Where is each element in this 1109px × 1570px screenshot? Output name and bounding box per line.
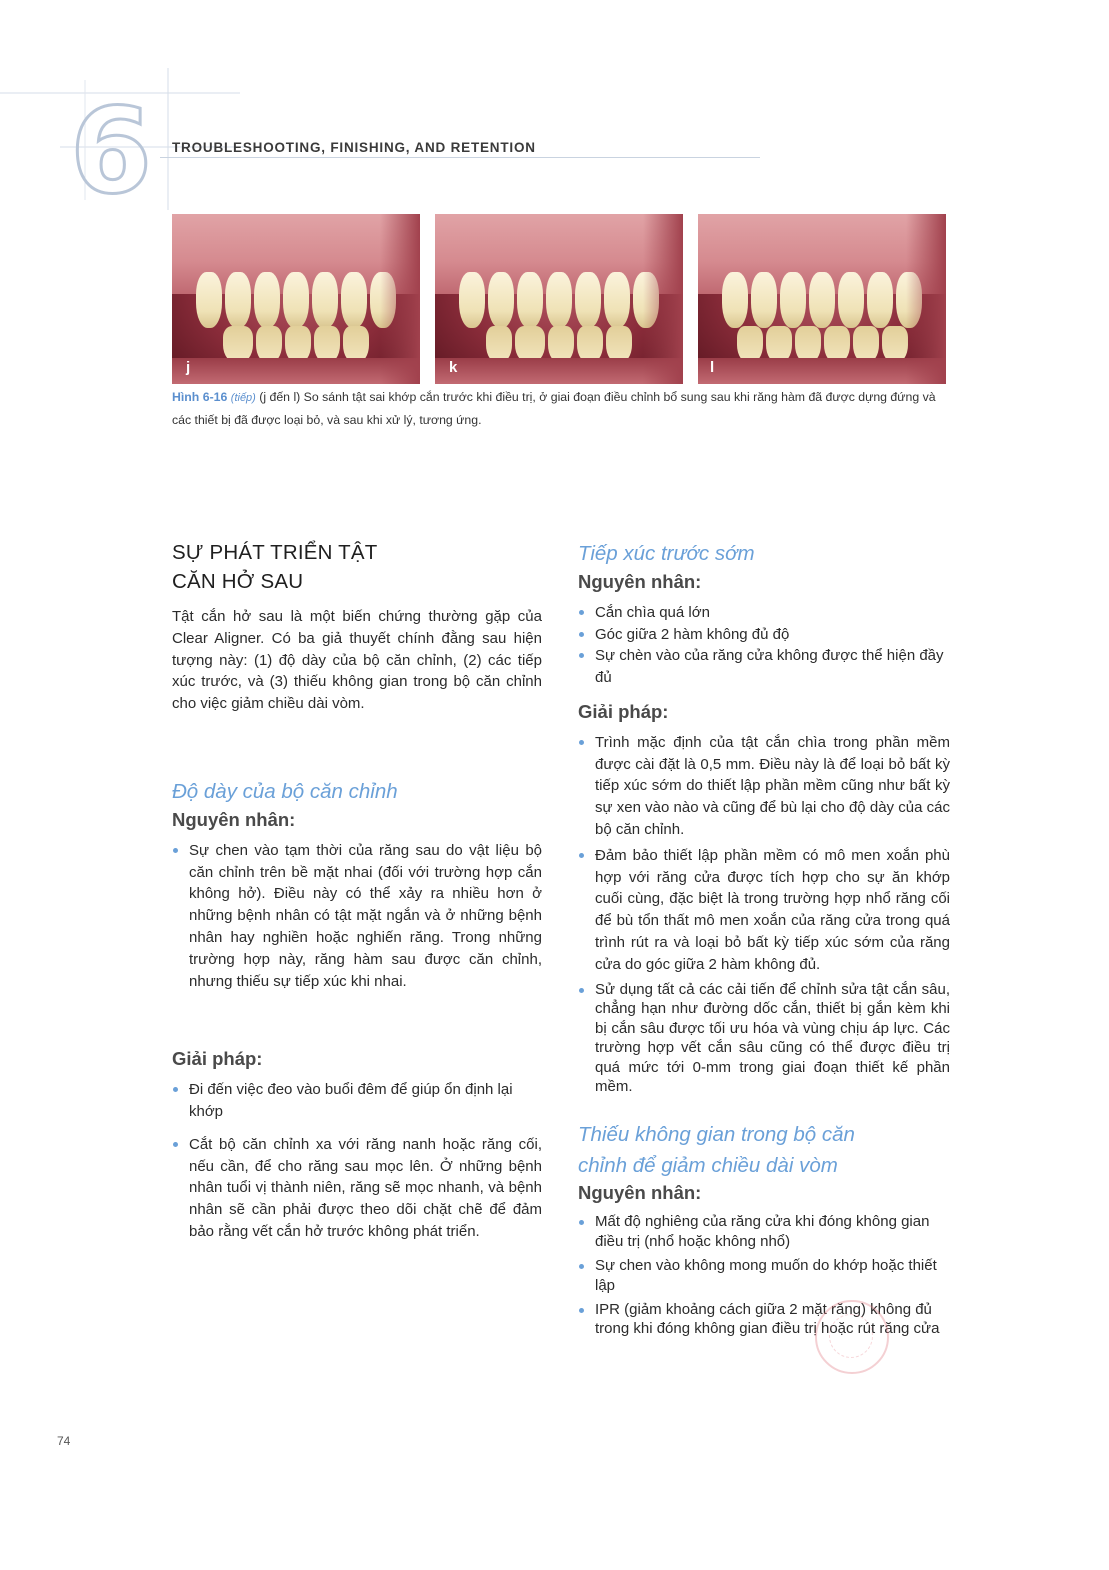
- solution-list: [172, 1079, 542, 1243]
- svg-text:6: 6: [70, 82, 153, 210]
- cause-list: [578, 602, 950, 689]
- solution-heading: Giải pháp:: [578, 700, 669, 722]
- left-column: [172, 538, 542, 1243]
- section-heading: SỰ PHÁT TRIỂN TẬT CĂN HỞ SAU: [172, 541, 378, 593]
- list-item: Trình mặc định của tật cắn chìa trong phần mềm được cài đặt là 0,5 mm. Điều này là để loại bỏ bất kỳ tiếp xúc sớm do thiết lập phần mềm cũng như bất kỳ sự xen vào nào và cũng để bù lại cho độ dày của các bộ căn chỉnh.: [578, 732, 950, 841]
- list-item: Góc giữa 2 hàm không đủ độ: [578, 624, 950, 646]
- list-item: Sự chèn vào của răng cửa không được thể hiện đầy đủ: [578, 645, 950, 689]
- intro-paragraph: Tật cắn hở sau là một biến chứng thường gặp của Clear Aligner. Có ba giả thuyết chính đằng sau hiện tượng này: (1) độ dày của bộ căn chỉnh, (2) các tiếp xúc trước, và (3) thiếu không gian trong bộ căn chỉnh cho việc giảm chiều dài vòm.: [172, 608, 542, 713]
- panel-label: k: [449, 359, 458, 376]
- subsection-heading-space: Thiếu không gian trong bộ căn chỉnh để giảm chiều dài vòm: [578, 1122, 855, 1177]
- panel-label: j: [186, 359, 191, 376]
- faint-stamp-mark: [815, 1300, 889, 1374]
- list-item: Mất độ nghiêng của răng cửa khi đóng không gian điều trị (nhổ hoặc không nhổ): [578, 1212, 950, 1252]
- panel-label: l: [710, 359, 715, 376]
- cause-list: [172, 840, 542, 993]
- solution-heading: Giải pháp:: [172, 1048, 263, 1070]
- figure-caption: [172, 386, 942, 431]
- list-item: Sự chen vào không mong muốn do khớp hoặc thiết lập: [578, 1256, 950, 1296]
- subsection-heading-early-contact: Tiếp xúc trước sớm: [578, 542, 755, 565]
- chapter-number-graphic: [0, 60, 260, 210]
- figure-number: Hình 6-16: [172, 390, 228, 404]
- figure-caption-text: (j đến l) So sánh tật sai khớp cắn trước khi điều trị, ở giai đoạn điều chỉnh bổ sung sau khi răng hàm đã được dựng đứng và các thiết bị đã được loại bỏ, và sau khi xử lý, tương ứng.: [172, 390, 936, 427]
- list-item: Đảm bảo thiết lập phần mềm có mô men xoắn phù hợp với răng cửa được tích hợp cho sự ăn khớp cuối cùng, đặc biệt là trong trường hợp nhổ răng cối để bù tổn thất mô men xoắn của răng cửa trong quá trình rút ra và loại bỏ bất kỳ tiếp xúc sớm của răng cửa do góc giữa 2 hàm không đủ.: [578, 845, 950, 976]
- subsection-heading-thickness: Độ dày của bộ căn chỉnh: [172, 779, 398, 803]
- list-item: Sử dụng tất cả các cải tiến để chỉnh sửa tật cắn sâu, chẳng hạn như đường dốc cắn, thiết bị gắn kèm khi bị cắn sâu được tối ưu hóa và vùng chịu áp lực. Các trường hợp vết cắn sâu cũng có thể được điều trị quá mức tới 0-mm trong giai đoạn thiết kế phần mềm.: [578, 980, 950, 1097]
- list-item: Sự chen vào tạm thời của răng sau do vật liệu bộ căn chỉnh trên bề mặt nhai (đối với trường hợp cắn không hở). Điều này có thể xảy ra nhiều hơn ở những bệnh nhân có tật mặt ngắn và ở những bệnh nhân hay nghiền hoặc nghiến răng. Trong những trường hợp này, răng hàm sau được căn chỉnh, nhưng thiếu sự tiếp xúc khi nhai.: [172, 840, 542, 993]
- cause-heading: Nguyên nhân:: [172, 808, 296, 830]
- header-rule: [160, 157, 760, 158]
- list-item: IPR (giảm khoảng cách giữa 2 mặt răng) không đủ trong khi đóng không gian điều trị hoặc rút răng cửa: [578, 1300, 950, 1340]
- figure-panel-l: [698, 214, 946, 384]
- page-number: 74: [57, 1434, 71, 1448]
- figure-panel-k: [435, 214, 683, 384]
- solution-list: [578, 732, 950, 1097]
- list-item: Cắn chìa quá lớn: [578, 602, 950, 624]
- cause-list: [578, 1212, 950, 1339]
- chapter-title: TROUBLESHOOTING, FINISHING, AND RETENTION: [172, 140, 536, 155]
- figure-continued: (tiếp): [230, 392, 256, 404]
- cause-heading: Nguyên nhân:: [578, 571, 702, 592]
- figure-panel-j: [172, 214, 420, 384]
- right-column: [578, 538, 950, 1339]
- cause-heading: Nguyên nhân:: [578, 1181, 702, 1203]
- list-item: Cắt bộ căn chỉnh xa với răng nanh hoặc răng cối, nếu cần, để cho răng sau mọc lên. Ở những bệnh nhân tuổi vị thành niên, răng sẽ mọc nhanh, và bệnh nhân sẽ cần phải được theo dõi chặt chẽ để đảm bảo rằng vết cắn hở trước không phát triển.: [172, 1134, 542, 1243]
- list-item: Đi đến việc đeo vào buổi đêm để giúp ổn định lại khớp: [172, 1079, 542, 1123]
